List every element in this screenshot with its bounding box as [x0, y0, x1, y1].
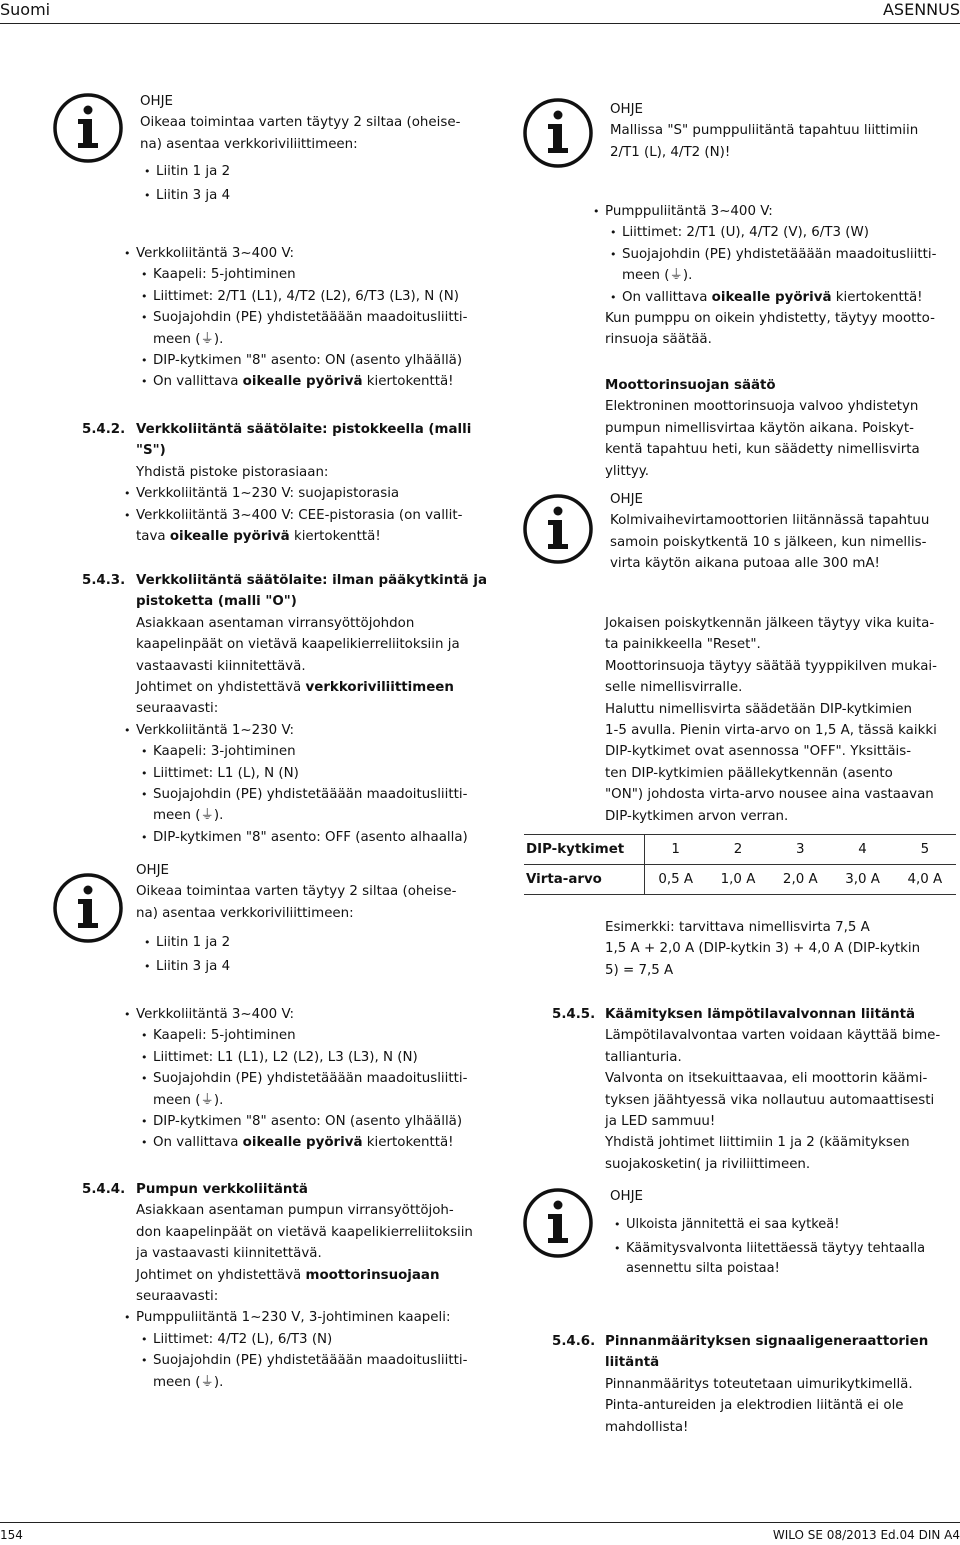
- table-row: [524, 865, 956, 895]
- list-item: • On vallittava oikealle pyörivä kiertokenttä!: [622, 287, 936, 308]
- note-label: OHJE: [610, 492, 644, 507]
- note-label: OHJE: [136, 863, 170, 878]
- list-item: • Liitin 3 ja 4: [156, 185, 230, 206]
- list-item: • Verkkoliitäntä 1~230 V:: [136, 720, 487, 741]
- paragraph: pumpun nimellisvirtaa käytön aikana. Poiskyt-: [605, 420, 914, 436]
- paragraph: 1-5 avulla. Pienin virta-arvo on 1,5 A, tässä kaikki: [605, 723, 937, 739]
- table-cell: 2: [707, 835, 769, 865]
- note-1-list: [156, 161, 230, 207]
- example: [605, 917, 920, 981]
- list-item: • Liitin 3 ja 4: [156, 956, 230, 977]
- paragraph: Haluttu nimellisvirta säädetään DIP-kytkimien: [605, 701, 913, 717]
- list-item: • Pumppuliitäntä 3~400 V:: [605, 201, 936, 222]
- list-item-cont: asennettu silta poistaa!: [626, 1261, 780, 1277]
- note-text-line: Oikeaa toimintaa varten täytyy 2 siltaa (oheise-: [140, 115, 461, 131]
- table-cell: 1: [644, 835, 707, 865]
- note-right-2: [610, 489, 955, 575]
- table-cell: 4: [831, 835, 893, 865]
- paragraph: Jokaisen poiskytkennän jälkeen täytyy vika kuita-: [605, 616, 935, 631]
- note-text-line: Mallissa "S" pumppuliitäntä tapahtuu liittimiin: [610, 123, 919, 139]
- paragraph: tyksen jäähtyessä vika nollautuu automaattisesti: [605, 1092, 935, 1108]
- note-2: [136, 860, 506, 924]
- list-item: • Suojajohdin (PE) yhdistetääään maadoitusliitti-: [153, 1350, 473, 1371]
- table-header-cell: Virta-arvo: [524, 865, 644, 895]
- table-header-cell: DIP-kytkimet: [524, 835, 644, 865]
- section-title: liitäntä: [605, 1355, 660, 1371]
- paragraph: seuraavasti:: [136, 1289, 219, 1305]
- section-title: Käämityksen lämpötilavalvonnan liitäntä: [605, 1007, 916, 1022]
- section-5-4-4: [136, 1179, 473, 1393]
- list-item: • Kaapeli: 5-johtiminen: [153, 1025, 467, 1046]
- table-cell: 3: [769, 835, 831, 865]
- list-item: • Liittimet: L1 (L1), L2 (L2), L3 (L3), N (N): [153, 1047, 467, 1068]
- paragraph: rinsuoja säätää.: [605, 332, 712, 348]
- motor-protection: [605, 375, 920, 482]
- paragraph: Esimerkki: tarvittava nimellisvirta 7,5 A: [605, 920, 870, 935]
- section-number: 5.4.3.: [82, 573, 126, 588]
- info-icon: [522, 97, 594, 169]
- list-item-cont: meen (⏚).: [153, 331, 224, 347]
- paragraph: ta painikkeella "Reset".: [605, 637, 761, 653]
- paragraph: ylittyy.: [605, 463, 650, 479]
- section-title: "S"): [136, 443, 166, 459]
- header-section: ASENNUS: [882, 0, 960, 19]
- list-item: • Kaapeli: 5-johtiminen: [153, 264, 467, 285]
- section-5-4-5: [605, 1004, 940, 1175]
- list-item: • Verkkoliitäntä 1~230 V: suojapistorasia: [136, 483, 471, 504]
- paragraph: "ON") johdosta virta-arvo nousee aina vastaavan: [605, 787, 934, 803]
- table-cell: 3,0 A: [831, 865, 893, 895]
- list-item: • Kaapeli: 3-johtiminen: [153, 741, 487, 762]
- paragraph: 1,5 A + 2,0 A (DIP-kytkin 3) + 4,0 A (DIP-kytkin: [605, 941, 921, 957]
- note-label: OHJE: [610, 1189, 644, 1204]
- paragraph: 5) = 7,5 A: [605, 962, 674, 978]
- paragraph: Moottorinsuoja täytyy säätää tyyppikilven mukai-: [605, 658, 937, 674]
- table-cell: 5: [894, 835, 956, 865]
- paragraph: Asiakkaan asentaman virransyöttöjohdon: [136, 615, 415, 631]
- pump-block: [605, 201, 936, 351]
- list-item-cont: tava oikealle pyörivä kiertokenttä!: [136, 529, 381, 545]
- list-item: • Verkkoliitäntä 3~400 V:: [136, 243, 467, 264]
- note-right-3: [610, 1186, 955, 1279]
- paragraph: Yhdistä johtimet liittimiin 1 ja 2 (käämityksen: [605, 1135, 910, 1151]
- list-item: • Suojajohdin (PE) yhdistetääään maadoitusliitti-: [153, 1068, 467, 1089]
- list-item: • Verkkoliitäntä 3~400 V:: [136, 1004, 467, 1025]
- info-icon: [522, 1187, 594, 1259]
- section-5-4-2: [136, 419, 471, 547]
- list-item: • Suojajohdin (PE) yhdistetääään maadoitusliitti-: [153, 784, 487, 805]
- paragraph: DIP-kytkimen arvon verran.: [605, 808, 789, 824]
- list-item: • DIP-kytkimen "8" asento: ON (asento ylhäällä): [153, 350, 467, 371]
- note-text-line: na) asentaa verkkoriviliittimeen:: [136, 905, 354, 921]
- list-item: • Liittimet: 2/T1 (U), 4/T2 (V), 6/T3 (W): [622, 222, 936, 243]
- note-right-1: [610, 99, 955, 163]
- section-number: 5.4.4.: [82, 1182, 126, 1197]
- paragraph: Elektroninen moottorinsuoja valvoo yhdistetyn: [605, 399, 919, 415]
- footer-rule: [0, 1522, 960, 1523]
- paragraph: kaapelinpäät on vietävä kaapelikierreliitoksiin ja: [136, 637, 460, 653]
- paragraph: Pinta-antureiden ja elektrodien liitäntä ei ole: [605, 1398, 904, 1414]
- list-item: • Liittimet: 4/T2 (L), 6/T3 (N): [153, 1329, 473, 1350]
- list-item: • DIP-kytkimen "8" asento: OFF (asento alhaalla): [153, 827, 487, 848]
- paragraph: DIP-kytkimet ovat asennossa "OFF". Yksittäis-: [605, 744, 912, 760]
- table-row: [524, 835, 956, 865]
- list-item: • Ulkoista jännitettä ei saa kytkeä!: [626, 1215, 955, 1235]
- section-number: 5.4.2.: [82, 422, 126, 437]
- info-icon: [52, 872, 124, 944]
- section-number: 5.4.6.: [552, 1334, 596, 1349]
- paragraph: Valvonta on itsekuittaavaa, eli moottorin käämi-: [605, 1071, 928, 1087]
- header-language: Suomi: [0, 0, 51, 19]
- info-icon: [52, 92, 124, 164]
- dip-table: [524, 834, 956, 895]
- paragraph: ja vastaavasti kiinnitettävä.: [136, 1246, 322, 1262]
- note-text-line: Oikeaa toimintaa varten täytyy 2 siltaa (oheise-: [136, 884, 457, 900]
- list-item: • Suojajohdin (PE) yhdistetääään maadoitusliitti-: [622, 244, 936, 265]
- section-5-4-3: [136, 570, 487, 848]
- paragraph: ten DIP-kytkimien päällekytkennän (asento: [605, 765, 893, 781]
- table-cell: 2,0 A: [769, 865, 831, 895]
- note-2-list: [156, 932, 230, 978]
- paragraph: vastaavasti kiinnitettävä.: [136, 658, 306, 674]
- section-title: pistoketta (malli "O"): [136, 594, 297, 610]
- header-rule: [0, 23, 960, 24]
- note-text-line: samoin poiskytkentä 10 s jälkeen, kun nimellis-: [610, 534, 927, 550]
- section-title: Pumpun verkkoliitäntä: [136, 1182, 308, 1197]
- section-title: Verkkoliitäntä säätölaite: pistokkeella (malli: [136, 422, 472, 437]
- paragraph: Johtimet on yhdistettävä moottorinsuojaan: [136, 1267, 440, 1283]
- list-item: • Pumppuliitäntä 1~230 V, 3-johtiminen kaapeli:: [136, 1307, 473, 1328]
- list-item: • On vallittava oikealle pyörivä kiertokenttä!: [153, 1132, 467, 1153]
- section-title: Pinnanmäärityksen signaaligeneraattorien: [605, 1334, 929, 1349]
- list-item-cont: meen (⏚).: [622, 268, 693, 284]
- note-label: OHJE: [610, 102, 644, 117]
- paragraph: don kaapelinpäät on vietävä kaapelikierreliitoksiin: [136, 1224, 473, 1240]
- info-icon: [522, 493, 594, 565]
- note-text-line: 2/T1 (L), 4/T2 (N)!: [610, 144, 731, 160]
- paragraph: mahdollista!: [605, 1419, 689, 1435]
- section-5-4-6: [605, 1331, 928, 1438]
- table-cell: 0,5 A: [644, 865, 707, 895]
- table-cell: 4,0 A: [894, 865, 956, 895]
- paragraph: selle nimellisvirralle.: [605, 680, 743, 696]
- list-item: • Verkkoliitäntä 3~400 V: CEE-pistorasia (on vallit-: [136, 505, 471, 526]
- paragraph: Lämpötilavalvontaa varten voidaan käyttää bime-: [605, 1028, 941, 1044]
- list-item-cont: meen (⏚).: [153, 808, 224, 824]
- page-number: 154: [0, 1528, 23, 1542]
- paragraph: tallianturia.: [605, 1049, 682, 1065]
- list-item: • Suojajohdin (PE) yhdistetääään maadoitusliitti-: [153, 307, 467, 328]
- list-item-cont: meen (⏚).: [153, 1374, 224, 1390]
- paragraph: suojakosketin( ja riviliittimeen.: [605, 1156, 811, 1172]
- paragraph: Asiakkaan asentaman pumpun virransyöttöjoh-: [136, 1203, 454, 1219]
- list-item: • Liittimet: L1 (L), N (N): [153, 763, 487, 784]
- footer-publication: WILO SE 08/2013 Ed.04 DIN A4: [772, 1528, 960, 1542]
- list-item: • Liitin 1 ja 2: [156, 932, 230, 953]
- table-cell: 1,0 A: [707, 865, 769, 895]
- paragraph: kentä tapahtuu heti, kun säädetty nimellisvirta: [605, 442, 920, 458]
- block-3x400-b: [136, 1004, 467, 1154]
- note-text-line: virta käytön aikana putoaa alle 300 mA!: [610, 556, 880, 572]
- note-text-line: na) asentaa verkkoriviliittimeen:: [140, 136, 358, 152]
- list-item: • On vallittava oikealle pyörivä kiertokenttä!: [153, 371, 467, 392]
- list-item: • Liittimet: 2/T1 (L1), 4/T2 (L2), 6/T3 (L3), N (N): [153, 286, 467, 307]
- list-item: • Liitin 1 ja 2: [156, 161, 230, 182]
- list-item: • Käämitysvalvonta liitettäessä täytyy tehtaalla: [626, 1239, 955, 1259]
- section-number: 5.4.5.: [552, 1007, 596, 1022]
- block-3x400: [136, 243, 467, 393]
- section-title: Verkkoliitäntä säätölaite: ilman pääkytkintä ja: [136, 573, 487, 588]
- paragraph: ja LED sammuu!: [605, 1114, 716, 1130]
- paragraph: Pinnanmääritys toteutetaan uimurikytkimellä.: [605, 1376, 913, 1392]
- paragraph: Kun pumppu on oikein yhdistetty, täytyy mootto-: [605, 311, 935, 327]
- dip-paragraph: [605, 613, 937, 827]
- paragraph: seuraavasti:: [136, 701, 219, 717]
- list-item-cont: meen (⏚).: [153, 1092, 224, 1108]
- list-item: • DIP-kytkimen "8" asento: ON (asento ylhäällä): [153, 1111, 467, 1132]
- section-title: Moottorinsuojan säätö: [605, 378, 776, 393]
- note-label: OHJE: [140, 94, 174, 109]
- paragraph: Yhdistä pistoke pistorasiaan:: [136, 464, 329, 480]
- note-text-line: Kolmivaihevirtamoottorien liitännässä tapahtuu: [610, 513, 930, 529]
- note-1: [140, 91, 510, 155]
- paragraph: Johtimet on yhdistettävä verkkoriviliittimeen: [136, 680, 454, 696]
